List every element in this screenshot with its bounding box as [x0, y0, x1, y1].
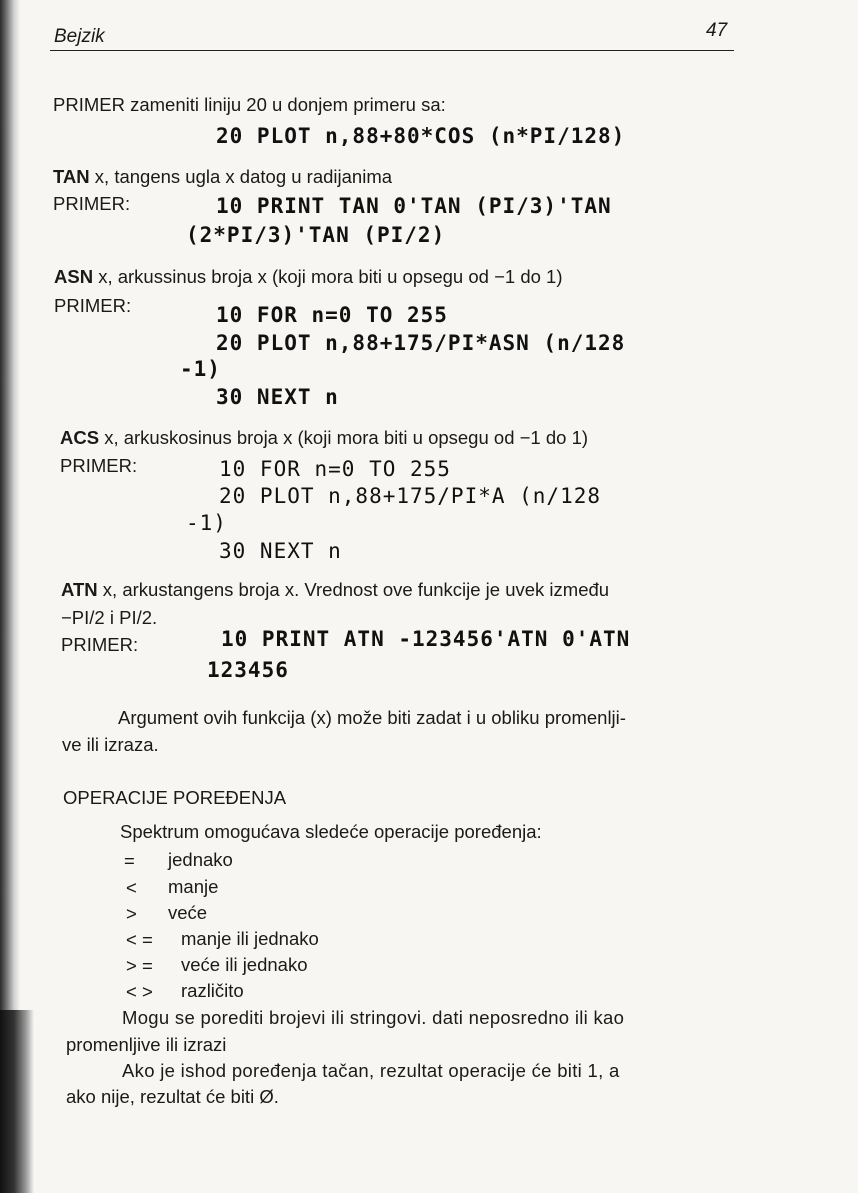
acs-keyword: ACS [60, 427, 100, 448]
operator-meaning: manje ili jednako [181, 928, 319, 949]
asn-code-line-3: -1) [180, 357, 221, 381]
operator-symbol: > [126, 903, 137, 924]
atn-keyword: ATN [61, 579, 98, 600]
tan-code-line-2: (2*PI/3)'TAN (PI/2) [186, 223, 446, 247]
operator-symbol: = [124, 850, 135, 871]
operator-meaning: veće [168, 902, 208, 923]
running-header-title: Bejzik [54, 26, 105, 47]
acs-description: x, arkuskosinus broja x (koji mora biti u opsegu od −1 do 1) [99, 427, 589, 448]
asn-description: x, arkussinus broja x (koji mora biti u opsegu od −1 do 1) [93, 266, 563, 287]
result-paragraph-line-1: Ako je ishod poređenja tačan, rezultat operacije će biti 1, a [122, 1060, 620, 1081]
asn-primer-label: PRIMER: [54, 295, 132, 316]
page-number: 47 [706, 20, 728, 41]
tan-definition [53, 168, 392, 187]
operator-meaning: jednako [168, 849, 233, 870]
result-paragraph-line-2: ako nije, rezultat će biti Ø. [66, 1086, 279, 1107]
asn-code-line-1: 10 FOR n=0 TO 255 [216, 303, 448, 327]
argument-paragraph-line-1: Argument ovih funkcija (x) može biti zadat i u obliku promenlji- [118, 707, 626, 728]
operator-symbol: > = [126, 955, 153, 976]
acs-primer-label: PRIMER: [60, 455, 138, 476]
comparison-paragraph-line-2: promenljive ili izrazi [66, 1034, 227, 1055]
asn-code-line-4: 30 NEXT n [216, 385, 339, 409]
comparison-paragraph-line-1: Mogu se porediti brojevi ili stringovi. dati neposredno ili kao [122, 1007, 625, 1028]
acs-definition [60, 429, 588, 448]
atn-definition [61, 581, 609, 600]
operator-meaning: manje [168, 876, 219, 897]
atn-description: x, arkustangens broja x. Vrednost ove funkcije je uvek između [97, 579, 610, 600]
acs-code-line-4: 30 NEXT n [219, 539, 342, 563]
operator-meaning: veće ili jednako [181, 954, 308, 975]
asn-keyword: ASN [54, 266, 94, 287]
acs-code-line-2: 20 PLOT n,88+175/PI*A (n/128 [219, 484, 602, 508]
scan-binding-shadow [0, 1010, 34, 1193]
primer-intro: PRIMER zameniti liniju 20 u donjem primeru sa: [53, 94, 446, 115]
asn-definition [54, 268, 562, 287]
atn-code-line-2: 123456 [207, 658, 289, 682]
section-title: OPERACIJE POREĐENJA [63, 787, 287, 808]
acs-code-line-3: -1) [186, 511, 227, 535]
asn-code-line-2: 20 PLOT n,88+175/PI*ASN (n/128 [216, 331, 626, 355]
header-rule [50, 50, 734, 51]
operator-symbol: < > [126, 981, 153, 1002]
tan-code-line-1: 10 PRINT TAN 0'TAN (PI/3)'TAN [216, 194, 612, 218]
operator-symbol: < [126, 877, 137, 898]
atn-range: −PI/2 i PI/2. [61, 607, 158, 628]
argument-paragraph-line-2: ve ili izraza. [62, 734, 159, 755]
operator-symbol: < = [126, 929, 153, 950]
tan-primer-label: PRIMER: [53, 193, 131, 214]
operator-meaning: različito [181, 980, 244, 1001]
primer-code-line: 20 PLOT n,88+80*COS (n*PI/128) [216, 124, 626, 148]
atn-primer-label: PRIMER: [61, 634, 139, 655]
atn-code-line-1: 10 PRINT ATN -123456'ATN 0'ATN [221, 627, 631, 651]
section-intro: Spektrum omogućava sledeće operacije poređenja: [120, 821, 542, 842]
tan-keyword: TAN [53, 166, 90, 187]
acs-code-line-1: 10 FOR n=0 TO 255 [219, 457, 451, 481]
tan-description: x, tangens ugla x datog u radijanima [89, 166, 393, 187]
